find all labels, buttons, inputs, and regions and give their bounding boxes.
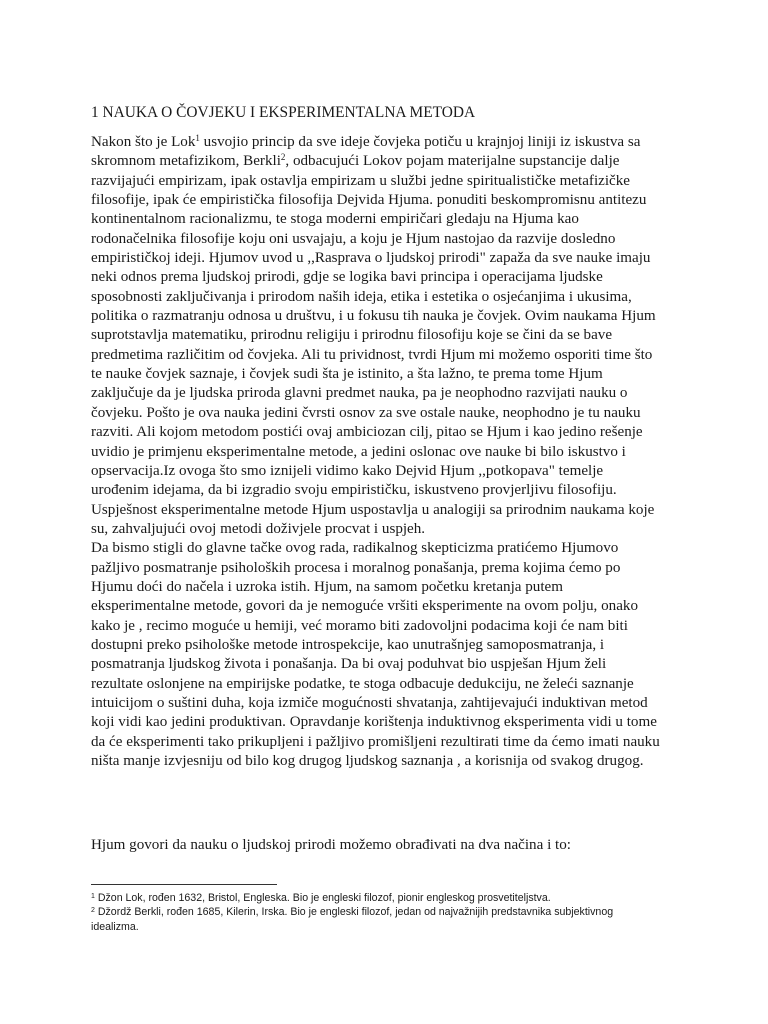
text-line: zaključuje da je ljudska priroda glavni predmet nauka, pa je neophodno razvijati nauku o bbox=[91, 385, 628, 402]
text-line: rezultate oslonjene na empirijske podatke, te stoga odbacuje dedukciju, ne želeći saznanje bbox=[91, 675, 634, 692]
text-line: razvijajući empirizam, ipak ostavlja empirizam u službi jedne spiritualističke metafizičke bbox=[91, 172, 630, 189]
footnote-mark: 2 bbox=[91, 907, 95, 915]
footnote-ref-2[interactable]: 2 bbox=[280, 152, 286, 163]
text-line: neki odnos prema ljudskoj prirodi, gdje se logika bavi principa i operacijama ljudske bbox=[91, 269, 603, 286]
text-line: skromnom metafizikom, Berkli$^2$, odbacujući Lokov pojam materijalne supstancije dalje bbox=[91, 152, 620, 170]
text-line: posmatranja ljudskog života i ponašanja. Da bi ovaj poduhvat bio uspješan Hjum želi bbox=[91, 656, 607, 673]
text-line: Da bismo stigli do glavne tačke ovog rada, radikalnog skepticizma pratićemo Hjumovo bbox=[91, 540, 619, 557]
section-heading: 1 NAUKA O ČOVJEKU I EKSPERIMENTALNA METODA bbox=[91, 104, 476, 121]
text-line: opservacija.Iz ovoga što smo iznijeli vidimo kako Dejvid Hjum ,,potkopava" temelje bbox=[91, 462, 604, 479]
footnote-mark: 1 bbox=[91, 893, 95, 900]
trailing-line: Hjum govori da nauku o ljudskoj prirodi možemo obrađivati na dva načina i to: bbox=[91, 837, 571, 853]
footnotes bbox=[91, 891, 613, 934]
text-line: koji vidi kao jedini produktivan. Opravdanje korištenja induktivnog eksperimenta vidi u tome bbox=[91, 714, 657, 731]
text-line: Hjumu doći do načela i uzroka istih. Hjum, na samom početku kretanja putem bbox=[91, 578, 563, 595]
text-line: čovjeku. Pošto je ova nauka jedini čvrsti osnov za sve ostale nauke, neophodno je tu nauku bbox=[91, 404, 641, 421]
text-line: sposobnosti zaključivanja i prirodom naših ideja, etika i estetika o osjećanjima i ukusima, bbox=[91, 288, 632, 305]
text-line: intuicijom o suštini duha, koja izmiče mogućnosti shvatanja, zahtijevajući induktivan metod bbox=[91, 694, 648, 711]
text-line: Uspješnost eksperimentalne metode Hjum uspostavlja u analogiji sa prirodnim naukama koje bbox=[91, 501, 655, 518]
text-line: pažljivo posmatranje psiholoških procesa i moralnog ponašanja, prema kojima ćemo po bbox=[91, 559, 621, 576]
text-line: uvidio je primjenu eksperimentalne metode, a jedini oslonac ove nauke bi bilo iskustvo i bbox=[91, 443, 626, 460]
text-line: urođenim idejama, da bi izgradio svoju empirističku, iskustveno provjerljivu filosofiju. bbox=[91, 482, 617, 499]
text-line: filosofije, ipak će empiristička filosofija Dejvida Hjuma. ponuditi beskompromisnu antitezu bbox=[91, 192, 647, 209]
text-line: kako je , recimo moguće u hemiji, već moramo biti zadovoljni podacima koji će nam biti bbox=[91, 617, 628, 634]
text-line: empirističkoj ideji. Hjumov uvod u ,,Rasprava o ljudskoj prirodi" zapaža da sve nauke imaju bbox=[91, 250, 651, 267]
footnote-2-continued: idealizma. bbox=[91, 920, 139, 933]
footnote-ref-1[interactable]: 1 bbox=[195, 133, 200, 143]
text-line: te nauke čovjek saznaje, i čovjek sudi šta je istinito, a šta lažno, te prema tome Hjum bbox=[91, 366, 603, 383]
body-text bbox=[91, 133, 660, 771]
text-line: rodonačelnika filosofije koju oni usvajaju, a koju je Hjum nastojao da razvije dosledno bbox=[91, 230, 616, 247]
footnote-separator bbox=[91, 884, 277, 885]
text-line: su, zahvaljujući ovoj metodi doživjele procvat i uspjeh. bbox=[91, 520, 426, 537]
text-line: dostupni preko psihološke metode introspekcije, kao unutrašnjeg samoposmatranja, i bbox=[91, 636, 605, 653]
text-line: suprotstavlja matematiku, prirodnu religiju i prirodnu filosofiju koje se čini da se bave bbox=[91, 327, 613, 344]
text-line: razviti. Ali kojom metodom postići ovaj ambiciozan cilj, pitao se Hjum i kao jedino rešenje bbox=[91, 424, 643, 441]
footnote-2: $^2$ Džordž Berkli, rođen 1685, Kilerin, Irska. Bio je engleski filozof, jedan od najvažnijih predstavnika subjektivnog bbox=[91, 906, 614, 919]
text-line: ništa manje izvjesniju od bilo kog drugog ljudskog saznanja , a korisnija od svakog drugog. bbox=[91, 753, 644, 769]
text-line: eksperimentalne metode, govori da je nemoguće vršiti eksperimente na ovom polju, onako bbox=[91, 598, 638, 615]
text-line: politika o razmatranju odnosa u društvu, i u fokusu tih nauka je čovjek. Ovim naukama Hjum bbox=[91, 308, 656, 325]
footnote-1: $^1$ Džon Lok, rođen 1632, Bristol, Engleska. Bio je engleski filozof, pionir engleskog prosvetiteljstva. bbox=[91, 892, 551, 904]
text-line: da će eksperimenti tako prikupljeni i pažljivo promišljeni rezultirati time da ćemo imati nauku bbox=[91, 733, 660, 750]
text-line: Nakon što je Lok$^1$ usvojio princip da sve ideje čovjeka potiču u krajnjoj liniji iz iskustva sa bbox=[91, 133, 641, 150]
text-line: kontinentalnom racionalizmu, te stoga moderni empiričari gledaju na Hjuma kao bbox=[91, 211, 579, 228]
text-line: predmetima različitim od čovjeka. Ali tu prividnost, tvrdi Hjum mi možemo osporiti time što bbox=[91, 346, 653, 363]
